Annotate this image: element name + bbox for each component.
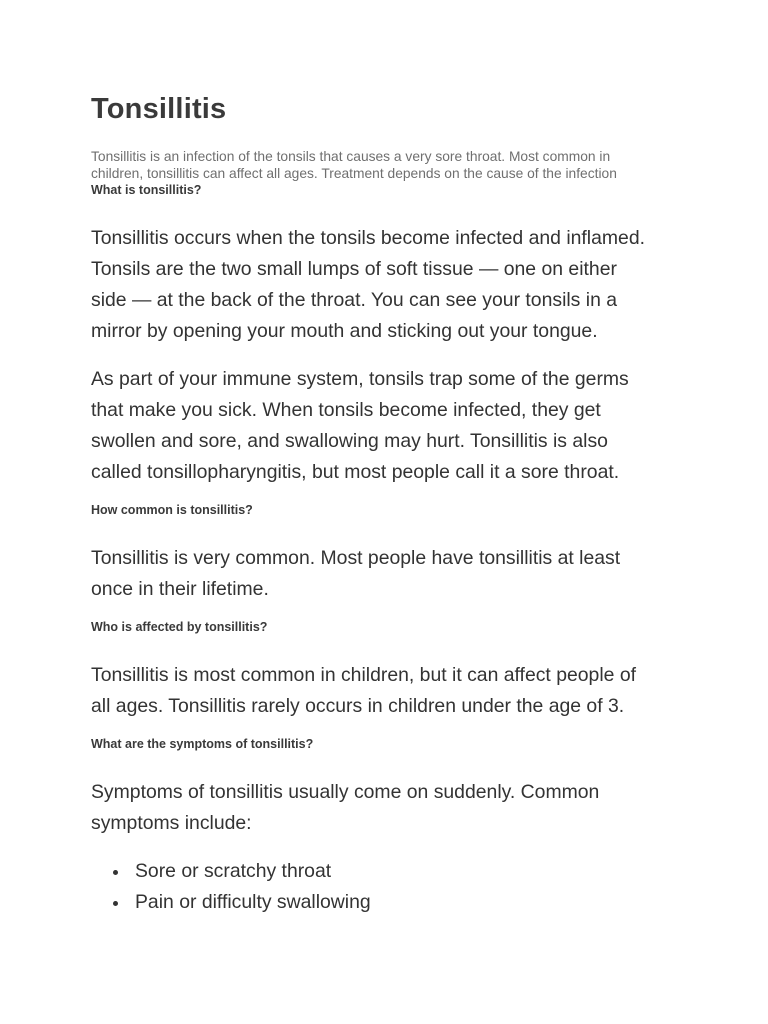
symptoms-list	[91, 856, 371, 918]
section-heading-who-affected: Who is affected by tonsillitis?	[91, 620, 268, 634]
paragraph-line: mirror by opening your mouth and sticking out your tongue.	[91, 320, 598, 342]
paragraph	[91, 543, 691, 605]
section-heading-symptoms: What are the symptoms of tonsillitis?	[91, 737, 314, 751]
list-item	[91, 887, 371, 918]
paragraph-line: Tonsillitis is most common in children, but it can affect people of	[91, 664, 636, 686]
paragraph-line: called tonsillopharyngitis, but most people call it a sore throat.	[91, 461, 620, 483]
paragraph-line: swollen and sore, and swallowing may hurt. Tonsillitis is also	[91, 430, 608, 452]
paragraph	[91, 223, 691, 347]
paragraph	[91, 777, 691, 839]
paragraph	[91, 364, 691, 488]
bullet-icon	[113, 901, 118, 906]
summary-line: children, tonsillitis can affect all ages. Treatment depends on the cause of the infection	[91, 166, 617, 181]
section-heading-how-common: How common is tonsillitis?	[91, 503, 253, 517]
summary-line: Tonsillitis is an infection of the tonsils that causes a very sore throat. Most common in	[91, 149, 611, 164]
list-item-text: Pain or difficulty swallowing	[135, 891, 371, 913]
paragraph-line: side — at the back of the throat. You can see your tonsils in a	[91, 289, 618, 311]
paragraph-line: As part of your immune system, tonsils trap some of the germs	[91, 368, 629, 390]
list-item-text: Sore or scratchy throat	[135, 860, 332, 882]
paragraph-line: that make you sick. When tonsils become infected, they get	[91, 399, 601, 421]
paragraph-line: Tonsillitis occurs when the tonsils become infected and inflamed.	[91, 227, 645, 249]
paragraph-line: Symptoms of tonsillitis usually come on suddenly. Common	[91, 781, 600, 803]
paragraph-line: Tonsillitis is very common. Most people have tonsillitis at least	[91, 547, 621, 569]
list-item	[91, 856, 371, 887]
bullet-icon	[113, 870, 118, 875]
paragraph-line: Tonsils are the two small lumps of soft tissue — one on either	[91, 258, 617, 280]
section-heading-what-is: What is tonsillitis?	[91, 183, 202, 197]
paragraph-line: all ages. Tonsillitis rarely occurs in children under the age of 3.	[91, 695, 625, 717]
paragraph-line: symptoms include:	[91, 812, 252, 834]
paragraph-line: once in their lifetime.	[91, 578, 269, 600]
article-summary	[91, 148, 691, 182]
paragraph	[91, 660, 691, 722]
page-title: Tonsillitis	[91, 93, 227, 125]
